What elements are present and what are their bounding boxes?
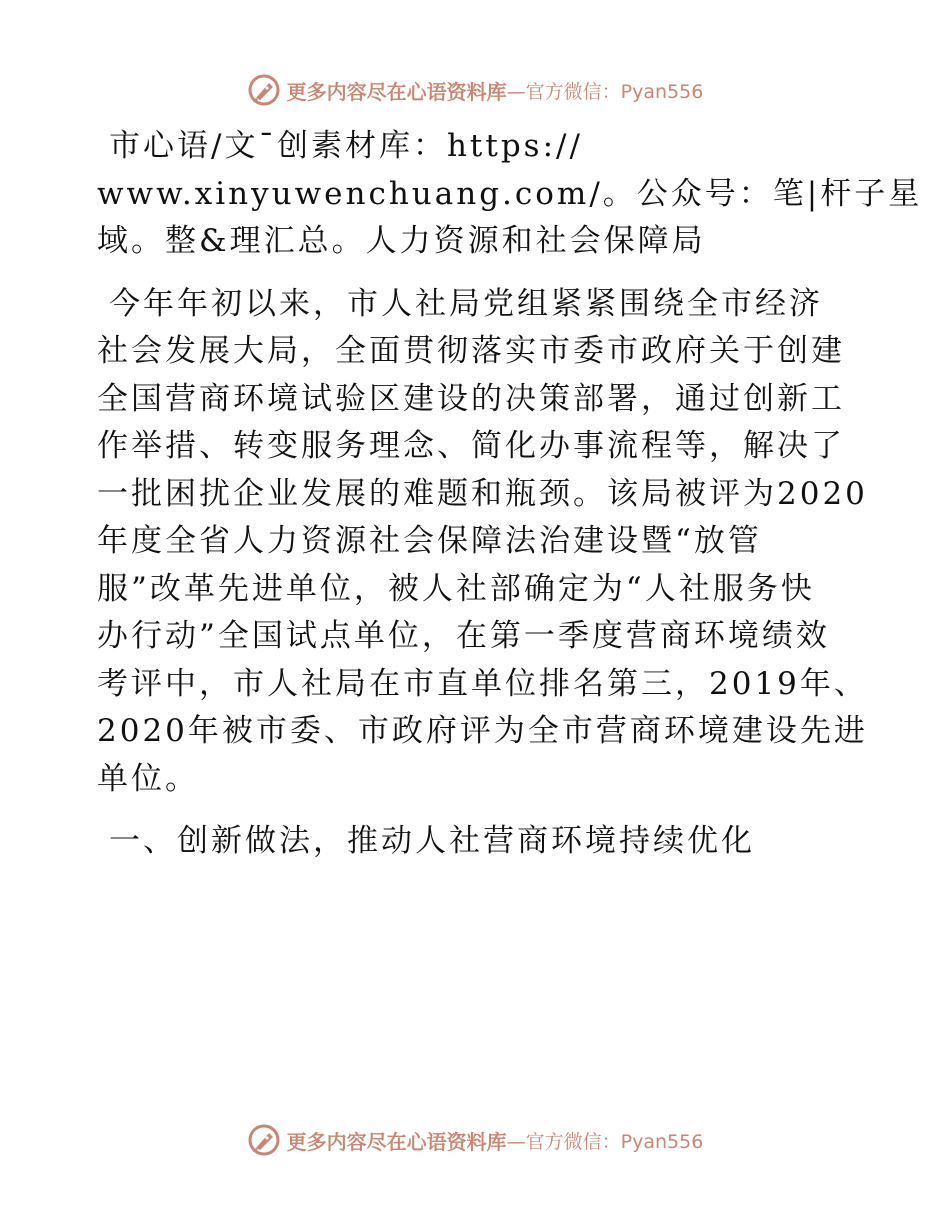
header-watermark	[0, 72, 950, 108]
pen-nib-logo-icon	[247, 73, 281, 107]
watermark-main-text: 更多内容尽在心语资料库	[286, 79, 507, 104]
section-heading	[97, 818, 867, 866]
text-line: 今年年初以来，市人社局党组紧紧围绕全市经济	[109, 285, 823, 322]
text-line: 社会发展大局，全面贯彻落实市委市政府关于创建	[97, 333, 845, 369]
watermark-wechat-text: —官方微信：Pyan556	[506, 1130, 704, 1153]
document-body	[97, 123, 923, 866]
paragraph-source-note	[97, 123, 923, 266]
text-line: 单位。	[97, 760, 199, 797]
text-line: 作举措、转变服务理念、简化办事流程等，解决了	[97, 428, 845, 464]
text-line: 考评中，市人社局在市直单位排名第三，2019年、	[97, 665, 868, 702]
text-line: 办行动”全国试点单位，在第一季度营商环境绩效	[97, 618, 830, 654]
text-line: 全国营商环境试验区建设的决策部署，通过创新工	[97, 380, 845, 417]
text-line: 一批困扰企业发展的难题和瓶颈。该局被评为2020	[97, 475, 868, 512]
text-line: 市心语/文¯创素材库：https://	[109, 128, 583, 164]
text-line: 年度全省人力资源社会保障法治建设暨“放管	[97, 523, 762, 559]
pen-nib-logo-icon	[247, 1123, 281, 1157]
text-line: www.xinyuwenchuang.com/。公众号：笔|杆子星	[97, 175, 923, 212]
heading-text: 一、创新做法，推动人社营商环境持续优化	[109, 823, 755, 859]
watermark-wechat-text: —官方微信：Pyan556	[506, 80, 704, 103]
paragraph-intro	[97, 281, 867, 804]
text-line: 域。整&理汇总。人力资源和社会保障局	[97, 223, 706, 259]
text-line: 服”改革先进单位，被人社部确定为“人社服务快	[97, 570, 815, 607]
text-line: 2020年被市委、市政府评为全市营商环境建设先进	[97, 713, 868, 749]
watermark-main-text: 更多内容尽在心语资料库	[286, 1129, 507, 1154]
footer-watermark	[0, 1122, 950, 1158]
